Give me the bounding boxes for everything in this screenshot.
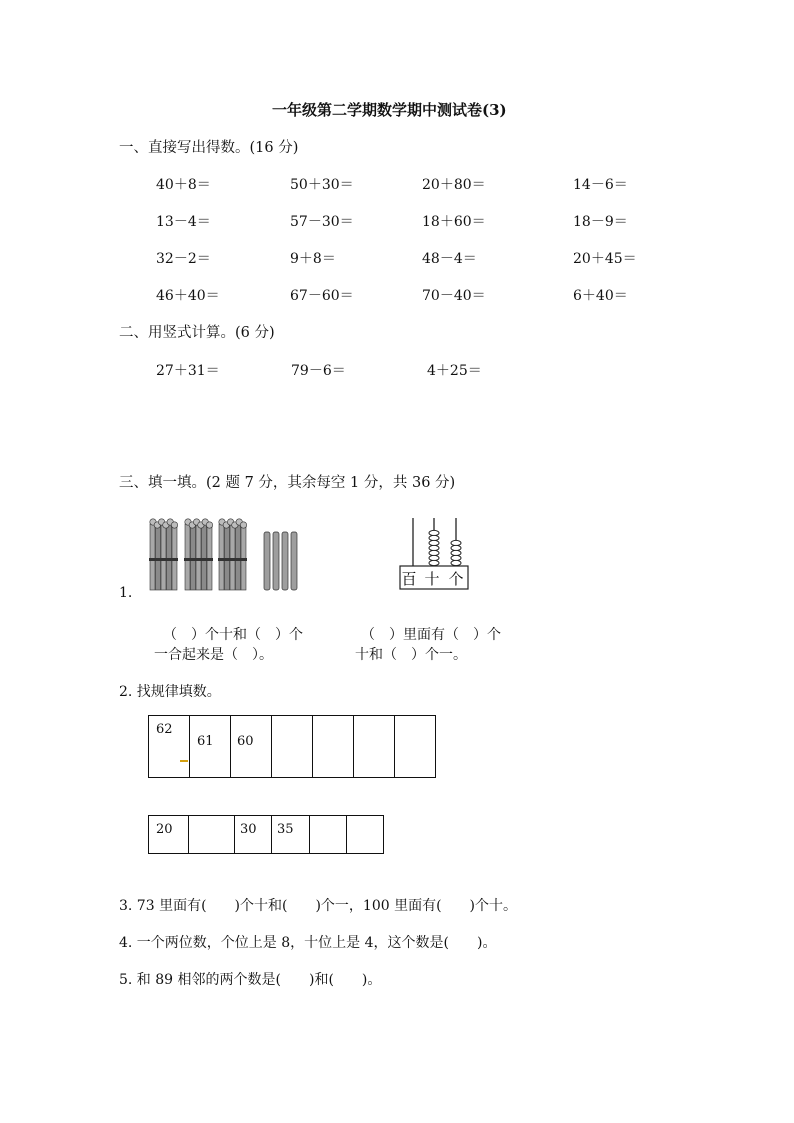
single-stick	[282, 532, 288, 590]
abacus-bead	[429, 555, 439, 560]
pattern-cell[interactable]	[347, 816, 384, 854]
vertical-calc-item: 4＋25＝	[427, 363, 482, 379]
arithmetic-problem: 9＋8＝	[290, 251, 336, 267]
single-stick	[273, 532, 279, 590]
abacus-label-hundreds: 百	[401, 570, 417, 588]
abacus-bead	[429, 560, 439, 565]
section-1-heading: 一、直接写出得数。(16 分)	[119, 140, 299, 156]
pattern-table-2	[148, 815, 384, 854]
pattern-cell[interactable]: 20	[149, 816, 189, 854]
single-stick	[291, 532, 297, 590]
arithmetic-problem: 67－60＝	[290, 288, 354, 304]
arithmetic-problem: 48－4＝	[422, 251, 477, 267]
single-stick	[264, 532, 270, 590]
arithmetic-problem: 50＋30＝	[290, 177, 354, 193]
arithmetic-problem: 32－2＝	[156, 251, 211, 267]
pattern-cell[interactable]	[354, 716, 395, 778]
arithmetic-problem: 57－30＝	[290, 214, 354, 230]
arithmetic-problem: 6＋40＝	[573, 288, 628, 304]
section-3-heading: 三、填一填。(2 题 7 分，其余每空 1 分，共 36 分)	[119, 475, 456, 491]
abacus-image	[398, 516, 470, 592]
abacus-bead	[429, 540, 439, 545]
pattern-cell[interactable]	[395, 716, 436, 778]
abacus-bead	[451, 540, 461, 545]
stick-bundles-image	[146, 516, 316, 594]
question-2-label: 2. 找规律填数。	[119, 684, 221, 700]
question-1-number: 1.	[119, 585, 133, 601]
arithmetic-problem: 40＋8＝	[156, 177, 211, 193]
arithmetic-problem: 13－4＝	[156, 214, 211, 230]
arithmetic-problem: 18＋60＝	[422, 214, 486, 230]
q1-right-line2: 十和（ ）个一。	[355, 647, 467, 663]
pattern-cell[interactable]: 35	[272, 816, 310, 854]
section-2-heading: 二、用竖式计算。(6 分)	[119, 325, 275, 341]
q1-left-line2: 一合起来是（ ）。	[154, 647, 273, 663]
pattern-cell[interactable]	[189, 816, 235, 854]
abacus-bead	[451, 555, 461, 560]
arithmetic-problem: 70－40＝	[422, 288, 486, 304]
q1-left-line1: （ ）个十和（ ）个	[163, 627, 303, 643]
arithmetic-problem: 20＋45＝	[573, 251, 637, 267]
arithmetic-problem: 14－6＝	[573, 177, 628, 193]
abacus-bead	[429, 545, 439, 550]
abacus-bead	[429, 530, 439, 535]
abacus-bead	[451, 550, 461, 555]
pattern-cell[interactable]	[313, 716, 354, 778]
pattern-cell[interactable]: 30	[235, 816, 272, 854]
arithmetic-problem: 46＋40＝	[156, 288, 220, 304]
pattern-cell[interactable]	[310, 816, 347, 854]
abacus-label-tens: 十	[424, 570, 440, 588]
abacus-bead	[451, 545, 461, 550]
stick-bundle	[149, 519, 178, 590]
abacus-bead	[429, 550, 439, 555]
arithmetic-problem: 18－9＝	[573, 214, 628, 230]
underline-mark	[180, 760, 188, 762]
pattern-cell[interactable]: 62	[149, 716, 190, 778]
vertical-calc-item: 27＋31＝	[156, 363, 220, 379]
abacus-bead	[451, 560, 461, 565]
question-4: 4. 一个两位数，个位上是 8，十位上是 4，这个数是( )。	[119, 935, 497, 951]
abacus-bead	[429, 535, 439, 540]
abacus-label-ones: 个	[448, 570, 464, 588]
question-5: 5. 和 89 相邻的两个数是( )和( )。	[119, 972, 382, 988]
pattern-table-1	[148, 715, 436, 778]
page-title: 一年级第二学期数学期中测试卷(3)	[272, 101, 507, 119]
stick-bundle	[184, 519, 213, 590]
arithmetic-problem: 20＋80＝	[422, 177, 486, 193]
pattern-cell[interactable]	[272, 716, 313, 778]
q1-right-line1: （ ）里面有（ ）个	[361, 627, 501, 643]
pattern-cell[interactable]: 61	[190, 716, 231, 778]
question-3: 3. 73 里面有( )个十和( )个一，100 里面有( )个十。	[119, 898, 518, 914]
stick-bundle	[218, 519, 247, 590]
vertical-calc-item: 79－6＝	[291, 363, 346, 379]
pattern-cell[interactable]: 60	[231, 716, 272, 778]
